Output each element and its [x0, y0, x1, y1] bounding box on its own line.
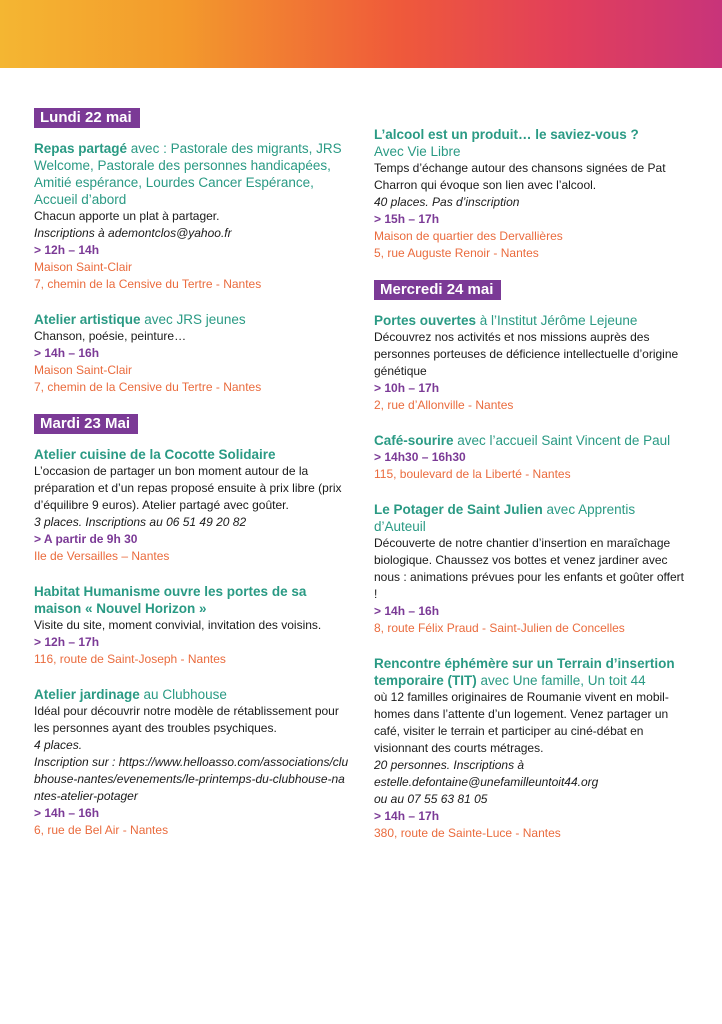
event-time: > 12h – 14h: [34, 243, 100, 257]
event-title-rest: avec : Pastorale des migrants, JRS Welcome, Pastorale des personnes handicapées, Amitié espérance, Lourdes Cancer Espérance, Accueil d’abord: [34, 141, 342, 207]
event-email[interactable]: estelle.defontaine@unefamilleuntoit44.org: [374, 775, 599, 789]
event-title: Atelier cuisine de la Cocotte Solidaire: [34, 447, 276, 462]
event-atelier-cuisine: [34, 446, 350, 565]
event-title: Habitat Humanisme ouvre les portes de sa maison « Nouvel Horizon »: [34, 584, 307, 616]
event-title: [34, 140, 350, 208]
event-title-bold: Repas partagé: [34, 141, 128, 156]
event-title-rest: avec l’accueil Saint Vincent de Paul: [453, 433, 671, 448]
event-atelier-jardinage: [34, 686, 350, 839]
event-place: 116, route de Saint-Joseph - Nantes: [34, 652, 226, 666]
event-time: > 14h – 16h: [374, 604, 440, 618]
event-description: Découverte de notre chantier d’insertion en maraîchage biologique. Chaussez vos bottes et venez jardiner avec nous : animations prévues pour les enfants et goûter offert !: [374, 536, 684, 601]
event-description: Temps d’échange autour des chansons signées de Pat Charron qui évoque son lien avec l’alcool.: [374, 161, 666, 192]
event-description: Idéal pour découvrir notre modèle de rétablissement pour les personnes ayant des troubles psychiques.: [34, 704, 339, 735]
event-subtitle: Avec Vie Libre: [374, 144, 461, 159]
event-time: > A partir de 9h 30: [34, 532, 138, 546]
event-title-rest: à l’Institut Jérôme Lejeune: [476, 313, 638, 328]
event-description: où 12 familles originaires de Roumanie vivent en mobil-homes dans l’attente d’un logement. Venez partager un café, visiter le terrain et participer au ciné-débat en visionnant des courts métrages.: [374, 690, 669, 755]
event-title: L’alcool est un produit… le saviez-vous ?: [374, 127, 639, 142]
event-repas-partage: [34, 140, 350, 293]
event-rencontre-tit: [374, 655, 690, 842]
event-title-bold: Atelier artistique: [34, 312, 141, 327]
event-note: 3 places. Inscriptions au 06 51 49 20 82: [34, 515, 247, 529]
event-title-rest: avec Une famille, Un toit 44: [476, 673, 646, 688]
event-title-rest: au Clubhouse: [139, 687, 227, 702]
event-title-bold: Portes ouvertes: [374, 313, 477, 328]
event-registration-link[interactable]: Inscription sur : https://www.helloasso.com/associations/clubhouse-nantes/evenements/le-printemps-du-clubhouse-nantes-atelier-potager: [34, 755, 349, 803]
event-address: 5, rue Auguste Renoir - Nantes: [374, 246, 539, 260]
event-place: 2, rue d’Allonville - Nantes: [374, 398, 514, 412]
event-title-bold: Café-sourire: [374, 433, 454, 448]
event-time: > 14h – 16h: [34, 346, 100, 360]
event-place: 380, route de Sainte-Luce - Nantes: [374, 826, 561, 840]
event-time: > 14h30 – 16h30: [374, 450, 466, 464]
right-column: [374, 126, 690, 860]
event-title-rest: avec JRS jeunes: [140, 312, 246, 327]
event-description: Chacun apporte un plat à partager.: [34, 209, 220, 223]
event-place: Maison de quartier des Dervallières: [374, 229, 563, 243]
event-title: [34, 686, 350, 703]
event-place: Maison Saint-Clair: [34, 260, 133, 274]
event-note: 20 personnes. Inscriptions à: [374, 758, 525, 772]
event-portes-ouvertes: [374, 312, 690, 414]
event-place: 6, rue de Bel Air - Nantes: [34, 823, 169, 837]
event-alcool: [374, 126, 690, 262]
event-address: 7, chemin de la Censive du Tertre - Nantes: [34, 277, 262, 291]
left-column: [34, 108, 350, 857]
event-description: Visite du site, moment convivial, invitation des voisins.: [34, 618, 322, 632]
day-label-monday: Lundi 22 mai: [34, 108, 140, 128]
event-phone: ou au 07 55 63 81 05: [374, 792, 488, 806]
day-label-wednesday: Mercredi 24 mai: [374, 280, 501, 300]
event-title: [374, 312, 690, 329]
event-time: > 14h – 17h: [374, 809, 440, 823]
event-note: 4 places.: [34, 738, 83, 752]
event-title-bold: Le Potager de Saint Julien: [374, 502, 543, 517]
event-place: 8, route Félix Praud - Saint-Julien de Concelles: [374, 621, 625, 635]
event-time: > 15h – 17h: [374, 212, 440, 226]
event-cafe-sourire: [374, 432, 690, 483]
header-gradient-band: [0, 0, 722, 68]
event-title: [374, 432, 690, 449]
event-title: [34, 311, 350, 328]
event-time: > 10h – 17h: [374, 381, 440, 395]
event-address: 7, chemin de la Censive du Tertre - Nantes: [34, 380, 262, 394]
event-place: 115, boulevard de la Liberté - Nantes: [374, 467, 571, 481]
event-title-rest: avec Apprentis d’Auteuil: [374, 502, 636, 534]
event-note: Inscriptions à ademontclos@yahoo.fr: [34, 226, 232, 240]
event-title-bold: Atelier jardinage: [34, 687, 140, 702]
event-potager: [374, 501, 690, 637]
day-label-tuesday: Mardi 23 Mai: [34, 414, 138, 434]
event-time: > 12h – 17h: [34, 635, 100, 649]
event-time: > 14h – 16h: [34, 806, 100, 820]
event-description: L’occasion de partager un bon moment autour de la préparation et d’un repas proposé ensuite à prix libre (prix d’équilibre 9 euros). Atelier partagé avec goûter.: [34, 464, 342, 512]
event-title-bold: Rencontre éphémère sur un Terrain d’insertion temporaire (TIT): [374, 656, 675, 688]
event-atelier-artistique: [34, 311, 350, 396]
event-title: [374, 655, 690, 689]
event-place: Ile de Versailles – Nantes: [34, 549, 170, 563]
event-habitat-humanisme: [34, 583, 350, 668]
event-title: [374, 501, 690, 535]
event-description: Chanson, poésie, peinture…: [34, 329, 187, 343]
event-description: Découvrez nos activités et nos missions auprès des personnes porteuses de déficience intellectuelle d’origine génétique: [374, 330, 679, 378]
event-note: 40 places. Pas d’inscription: [374, 195, 520, 209]
event-place: Maison Saint-Clair: [34, 363, 133, 377]
